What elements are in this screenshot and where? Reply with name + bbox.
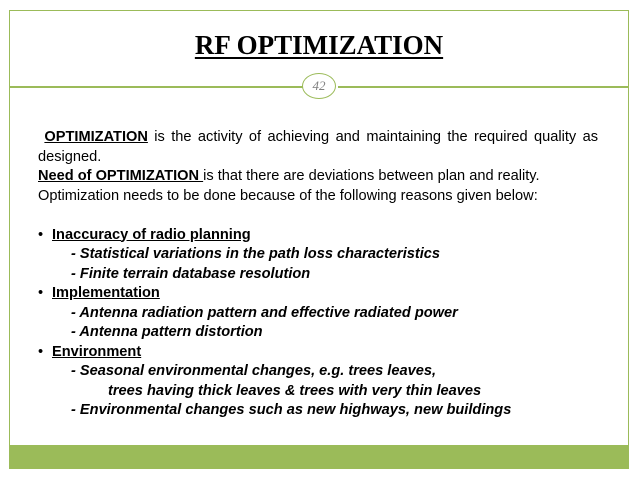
page-number: 42 bbox=[302, 73, 336, 99]
need-paragraph bbox=[38, 167, 598, 187]
slide-title: RF OPTIMIZATION bbox=[194, 30, 444, 60]
reason-heading-label: Inaccuracy of radio planning bbox=[52, 226, 251, 243]
reason-item: - Antenna radiation pattern and effective radiated power bbox=[71, 304, 458, 321]
reason-heading-radio-planning bbox=[38, 226, 598, 246]
slide-body bbox=[38, 128, 598, 421]
bullet-icon: • bbox=[38, 285, 44, 301]
reasons-intro: Optimization needs to be done because of the following reasons given below: bbox=[38, 187, 538, 204]
bullet-icon: • bbox=[38, 343, 44, 360]
reason-item: - Seasonal environmental changes, e.g. trees leaves, bbox=[71, 363, 437, 379]
reason-item: - Finite terrain database resolution bbox=[71, 265, 311, 282]
reason-item: - Environmental changes such as new highways, new buildings bbox=[71, 402, 512, 418]
reason-item: - Statistical variations in the path loss characteristics bbox=[71, 246, 441, 262]
footer-bar bbox=[9, 445, 629, 469]
reason-item: - Antenna pattern distortion bbox=[71, 324, 263, 340]
optimization-definition: is the activity of achieving and maintaining the required quality as designed. bbox=[38, 129, 598, 165]
need-term: Need of OPTIMIZATION bbox=[38, 168, 204, 184]
divider-right bbox=[338, 86, 629, 88]
optimization-term: OPTIMIZATION bbox=[44, 129, 148, 145]
divider-left bbox=[9, 86, 303, 88]
spacer bbox=[38, 206, 598, 226]
bullet-icon: • bbox=[38, 226, 44, 243]
definition-paragraph bbox=[38, 128, 598, 167]
reason-heading-environment bbox=[38, 343, 598, 363]
reason-item-continuation: trees having thick leaves & trees with very thin leaves bbox=[108, 382, 482, 399]
reason-heading-implementation bbox=[38, 284, 598, 304]
reason-heading-label: Implementation bbox=[52, 285, 160, 301]
reason-heading-label: Environment bbox=[52, 343, 142, 360]
need-text: is that there are deviations between plan and reality. bbox=[203, 168, 540, 184]
